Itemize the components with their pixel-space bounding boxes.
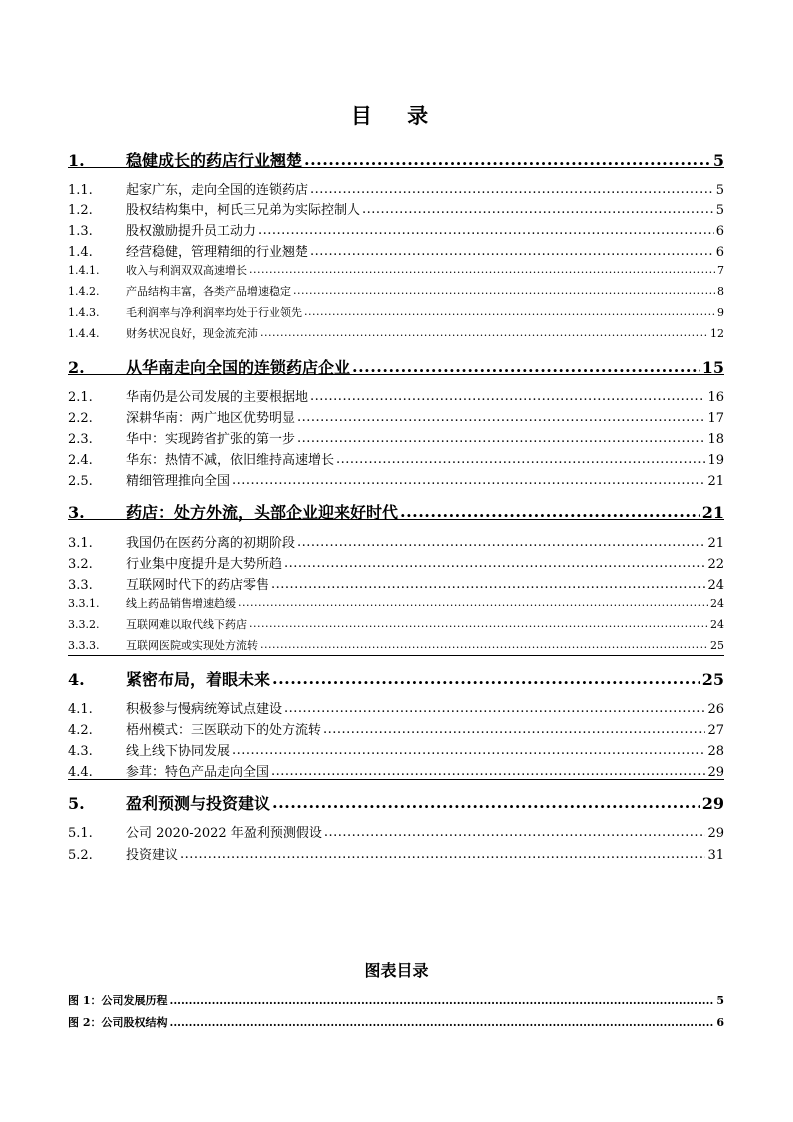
- toc-leader: [238, 596, 708, 609]
- toc-text: 互联网难以取代线下药店: [126, 618, 247, 631]
- toc-leader: [293, 284, 715, 297]
- toc-text: 深耕华南：两广地区优势明显: [126, 411, 296, 426]
- toc-number: 2.2.: [68, 411, 93, 426]
- figure-page: 5: [716, 994, 724, 1007]
- toc-number: 5.2.: [68, 848, 93, 863]
- toc-entry[interactable]: [68, 325, 724, 341]
- toc-page: 25: [710, 639, 724, 652]
- toc-entry[interactable]: [68, 262, 724, 278]
- toc-entry[interactable]: [68, 199, 724, 218]
- section-rule: [68, 374, 724, 375]
- toc-text: 投资建议: [126, 848, 179, 863]
- toc-entry[interactable]: [68, 791, 724, 814]
- toc-number: 3.3.: [68, 578, 93, 593]
- toc-text: 财务状况良好，现金流充沛: [126, 327, 258, 340]
- toc-entry[interactable]: [68, 719, 724, 738]
- toc-number: 4.3.: [68, 744, 93, 759]
- toc-leader: [310, 244, 714, 259]
- toc-text: 参茸：特色产品走向全国: [126, 765, 270, 780]
- toc-leader: [310, 182, 714, 197]
- toc-text: 公司 2020-2022 年盈利预测假设: [126, 826, 322, 841]
- toc-page: 5: [712, 151, 724, 170]
- toc-number: 3.2.: [68, 557, 93, 572]
- toc-page: 8: [717, 285, 724, 298]
- toc-page: 29: [701, 794, 724, 813]
- toc-page: 27: [707, 723, 724, 738]
- toc-entry[interactable]: [68, 595, 724, 611]
- toc-leader: [304, 305, 715, 318]
- toc-number: 4.: [68, 670, 85, 689]
- toc-page: 24: [710, 618, 724, 631]
- toc-text: 从华南走向全国的连锁药店企业: [126, 358, 351, 377]
- toc-leader: [180, 847, 705, 862]
- toc-entry[interactable]: [68, 220, 724, 239]
- toc-text: 线上药品销售增速趋缓: [126, 597, 236, 610]
- toc-page: 31: [707, 848, 724, 863]
- toc-page: 28: [707, 744, 724, 759]
- toc-entry[interactable]: [68, 241, 724, 260]
- toc-leader: [271, 577, 705, 592]
- section-rule: [68, 519, 724, 520]
- figure-leader: [169, 994, 714, 1007]
- toc-entry[interactable]: [68, 574, 724, 593]
- toc-number: 1.3.: [68, 224, 93, 239]
- toc-text: 起家广东，走向全国的连锁药店: [126, 183, 309, 198]
- toc-number: 1.1.: [68, 183, 93, 198]
- toc-text: 毛利润率与净利润率均处于行业领先: [126, 306, 302, 319]
- toc-page: 18: [707, 432, 724, 447]
- toc-leader: [362, 202, 714, 217]
- figure-entry[interactable]: [68, 992, 724, 1008]
- toc-leader: [297, 410, 705, 425]
- toc-entry[interactable]: [68, 616, 724, 632]
- toc-leader: [271, 764, 705, 779]
- toc-leader: [232, 743, 705, 758]
- toc-text: 华中：实现跨省扩张的第一步: [126, 432, 296, 447]
- section-rule: [68, 655, 724, 656]
- toc-number: 2.5.: [68, 474, 93, 489]
- toc-page: 24: [707, 578, 724, 593]
- toc-page: 21: [707, 474, 724, 489]
- toc-page: 12: [710, 327, 724, 340]
- toc-number: 3.1.: [68, 536, 93, 551]
- toc-text: 互联网医院或实现处方流转: [126, 639, 258, 652]
- toc-number: 1.: [68, 151, 85, 170]
- figure-page: 6: [716, 1016, 724, 1029]
- toc-entry[interactable]: [68, 761, 724, 780]
- toc-text: 行业集中度提升是大势所趋: [126, 557, 283, 572]
- toc-entry[interactable]: [68, 667, 724, 690]
- toc-page: 21: [701, 503, 724, 522]
- toc-number: 2.3.: [68, 432, 93, 447]
- toc-number: 4.1.: [68, 702, 93, 717]
- toc-entry[interactable]: [68, 304, 724, 320]
- toc-page: 24: [710, 597, 724, 610]
- toc-entry[interactable]: [68, 698, 724, 717]
- toc-page: 7: [717, 264, 724, 277]
- figure-label: 图 2：公司股权结构: [68, 1016, 168, 1029]
- toc-text: 精细管理推向全国: [126, 474, 231, 489]
- toc-leader: [249, 617, 708, 630]
- toc-text: 盈利预测与投资建议: [126, 794, 271, 813]
- toc-text: 股权激励提升员工动力: [126, 224, 257, 239]
- toc-leader: [272, 793, 700, 812]
- toc-text: 华东：热情不减，依旧维持高速增长: [126, 453, 335, 468]
- toc-entry[interactable]: [68, 407, 724, 426]
- toc-page: 25: [701, 670, 724, 689]
- toc-leader: [260, 638, 708, 651]
- toc-leader: [232, 473, 705, 488]
- toc-text: 稳健成长的药店行业翘楚: [126, 151, 303, 170]
- toc-number: 1.4.4.: [68, 327, 100, 340]
- toc-entry[interactable]: [68, 637, 724, 653]
- toc-page: 5: [715, 183, 724, 198]
- toc-page: 15: [701, 358, 724, 377]
- toc-leader: [336, 452, 705, 467]
- toc-text: 积极参与慢病统筹试点建设: [126, 702, 283, 717]
- toc-leader: [249, 263, 715, 276]
- figure-entry[interactable]: [68, 1014, 724, 1030]
- toc-number: 3.3.2.: [68, 618, 100, 631]
- toc-leader: [323, 722, 705, 737]
- toc-leader: [272, 669, 700, 688]
- figure-leader: [169, 1016, 714, 1029]
- toc-number: 1.4.: [68, 245, 93, 260]
- toc-text: 我国仍在医药分离的初期阶段: [126, 536, 296, 551]
- toc-number: 1.4.2.: [68, 285, 100, 298]
- toc-text: 互联网时代下的药店零售: [126, 578, 270, 593]
- toc-leader: [310, 389, 705, 404]
- toc-number: 2.1.: [68, 390, 93, 405]
- toc-leader: [260, 326, 708, 339]
- toc-entry[interactable]: [68, 844, 724, 863]
- toc-entry[interactable]: [68, 179, 724, 198]
- toc-entry[interactable]: [68, 553, 724, 572]
- toc-leader: [297, 535, 705, 550]
- toc-number: 3.: [68, 503, 85, 522]
- toc-number: 3.3.1.: [68, 597, 100, 610]
- toc-number: 1.4.3.: [68, 306, 100, 319]
- toc-entry[interactable]: [68, 822, 724, 841]
- page-title: 目 录: [350, 103, 443, 128]
- toc-number: 3.3.3.: [68, 639, 100, 652]
- toc-page: 29: [707, 826, 724, 841]
- figure-label: 图 1：公司发展历程: [68, 994, 168, 1007]
- toc-leader: [258, 223, 714, 238]
- toc-leader: [284, 556, 705, 571]
- toc-entry[interactable]: [68, 470, 724, 489]
- toc-page: 16: [707, 390, 724, 405]
- toc-number: 1.4.1.: [68, 264, 100, 277]
- toc-page: 17: [707, 411, 724, 426]
- toc-text: 经营稳健，管理精细的行业翘楚: [126, 245, 309, 260]
- toc-page: 19: [707, 453, 724, 468]
- toc-entry[interactable]: [68, 386, 724, 405]
- toc-number: 1.2.: [68, 203, 93, 218]
- toc-text: 产品结构丰富，各类产品增速稳定: [126, 285, 291, 298]
- section-rule: [68, 167, 724, 168]
- toc-text: 线上线下协同发展: [126, 744, 231, 759]
- toc-text: 收入与利润双双高速增长: [126, 264, 247, 277]
- toc-entry[interactable]: [68, 532, 724, 551]
- toc-text: 股权结构集中，柯氏三兄弟为实际控制人: [126, 203, 361, 218]
- toc-number: 2.: [68, 358, 85, 377]
- toc-number: 4.4.: [68, 765, 93, 780]
- figures-title: 图表目录: [364, 961, 429, 980]
- toc-number: 5.1.: [68, 826, 93, 841]
- toc-text: 紧密布局，着眼未来: [126, 670, 271, 689]
- toc-entry[interactable]: [68, 740, 724, 759]
- toc-page: 22: [707, 557, 724, 572]
- toc-entry[interactable]: [68, 449, 724, 468]
- toc-page: 6: [715, 245, 724, 260]
- toc-page: 26: [707, 702, 724, 717]
- toc-entry[interactable]: [68, 428, 724, 447]
- toc-page: 6: [715, 224, 724, 239]
- toc-number: 4.2.: [68, 723, 93, 738]
- toc-text: 药店：处方外流，头部企业迎来好时代: [126, 503, 399, 522]
- toc-entry[interactable]: [68, 283, 724, 299]
- toc-text: 梧州模式：三医联动下的处方流转: [126, 723, 322, 738]
- toc-text: 华南仍是公司发展的主要根据地: [126, 390, 309, 405]
- toc-number: 2.4.: [68, 453, 93, 468]
- section-rule: [68, 779, 724, 780]
- toc-page: 5: [715, 203, 724, 218]
- toc-page: 21: [707, 536, 724, 551]
- toc-leader: [324, 825, 706, 840]
- toc-leader: [297, 431, 705, 446]
- toc-leader: [284, 701, 705, 716]
- toc-number: 5.: [68, 794, 85, 813]
- toc-page: 9: [717, 306, 724, 319]
- toc-page: 29: [707, 765, 724, 780]
